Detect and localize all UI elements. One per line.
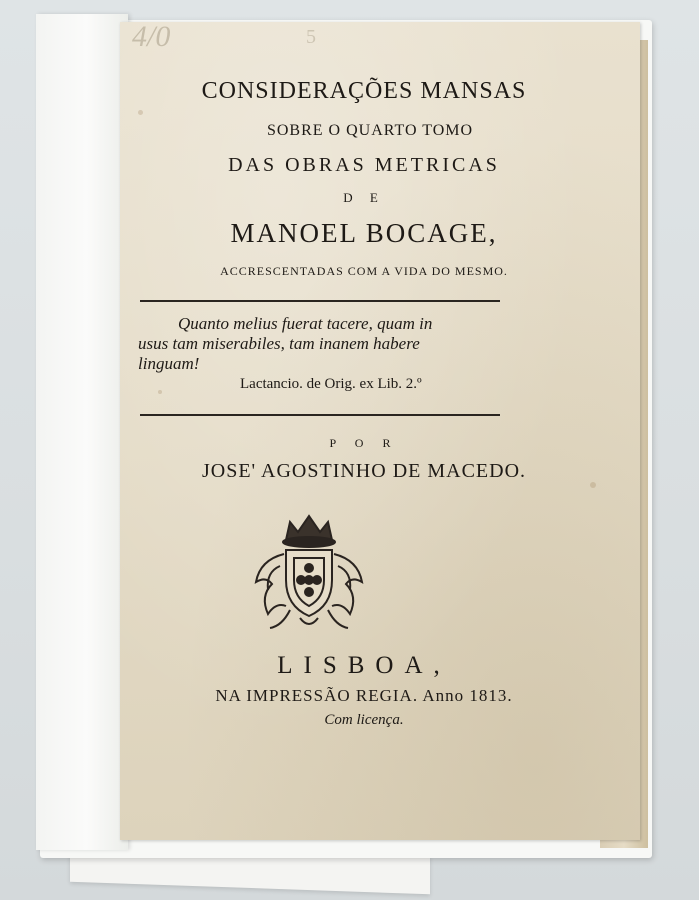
foxing-spot <box>590 482 596 488</box>
subtitle-line-1: SOBRE O QUARTO TOMO <box>266 122 474 139</box>
addendum-line: ACCRESCENTADAS COM A VIDA DO MESMO. <box>220 264 508 278</box>
epigraph-line-2: usus tam miserabiles, tam inanem habere <box>138 334 420 353</box>
coat-of-arms-icon <box>246 510 372 634</box>
top-rule <box>140 300 500 302</box>
foxing-spot <box>138 110 143 115</box>
author-name: JOSE' AGOSTINHO DE MACEDO. <box>201 460 527 482</box>
title-page <box>120 22 640 840</box>
epigraph-line-1: Quanto melius fuerat tacere, quam in <box>178 314 433 333</box>
preposition: D E <box>343 190 385 205</box>
epigraph <box>138 314 508 374</box>
pencil-note-center: 5 <box>306 26 316 48</box>
pencil-note-left: 4/0 <box>132 20 171 53</box>
epigraph-line-3: linguam! <box>138 354 200 373</box>
subtitle-line-2: DAS OBRAS METRICAS <box>228 154 500 176</box>
subject-author: MANOEL BOCAGE, <box>230 218 498 248</box>
book-title: CONSIDERAÇÕES MANSAS <box>201 78 527 104</box>
license-line: Com licença. <box>324 712 404 728</box>
foxing-spot <box>158 390 162 394</box>
imprint-city: LISBOA, <box>277 652 451 679</box>
imprint-line: NA IMPRESSÃO REGIA. Anno 1813. <box>215 686 513 705</box>
by-label: P O R <box>329 436 399 450</box>
bottom-rule <box>140 414 500 416</box>
epigraph-citation: Lactancio. de Orig. ex Lib. 2.º <box>240 376 422 392</box>
foxing-spot <box>330 322 333 325</box>
